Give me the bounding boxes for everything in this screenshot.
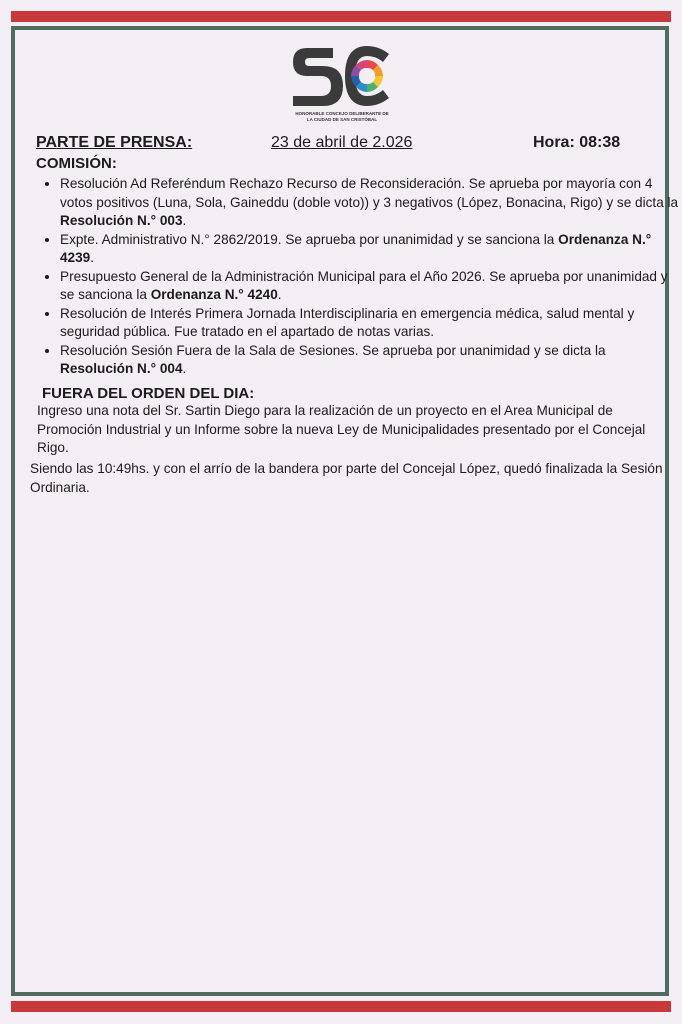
logo-caption-line2: LA CIUDAD DE SAN CRISTÓBAL <box>306 116 378 122</box>
list-item <box>60 342 680 379</box>
item-text: Expte. Administrativo N.° 2862/2019. Se aprueba por unanimidad y se sanciona la <box>60 231 559 247</box>
closing-text: Siendo las 10:49hs. y con el arrío de la bandera por parte del Concejal López, quedó finalizada la Sesión Ordinaria. <box>30 461 663 495</box>
item-text: Resolución Ad Referéndum Rechazo Recurso de Reconsideración. Se aprueba por mayoría con 4 votos positivos (Luna, Sola, Gaineddu (doble voto)) y 3 negativos (López, Bonacina, Rigo) y se dicta la <box>60 176 679 210</box>
section-title: COMISIÓN: <box>36 155 117 172</box>
fuera-body: Ingreso una nota del Sr. Sartin Diego para la realización de un proyecto en el Area Municipal de Promoción Industrial y un Informe sobre la nueva Ley de Municipalidades presentado por el Concejal Rigo. <box>37 403 646 455</box>
resolution-list <box>36 175 680 379</box>
item-tail: . <box>277 287 282 302</box>
bottom-red-bar <box>11 1001 671 1012</box>
item-tail: . <box>90 250 95 265</box>
item-bold: Ordenanza N.° 4240 <box>150 287 278 302</box>
item-tail: . <box>182 213 187 228</box>
item-bold: Resolución N.° 004 <box>60 361 183 376</box>
item-bold: Ordenanza N.° 4239 <box>60 231 652 265</box>
item-tail: . <box>182 361 187 376</box>
fuera-title: FUERA DEL ORDEN DEL DIA: <box>42 385 255 402</box>
logo-caption-line1: HONORABLE CONCEJO DELIBERANTE DE <box>295 111 389 116</box>
item-text: Presupuesto General de la Administración Municipal para el Año 2026. Se aprueba por unanimidad y se sanciona la <box>60 268 668 302</box>
item-text: Resolución de Interés Primera Jornada Interdisciplinaria en emergencia médica, salud mental y seguridad pública. Fue tratado en el apartado de notas varias. <box>60 305 635 339</box>
list-item <box>60 268 680 305</box>
header-row <box>36 134 636 156</box>
top-red-bar <box>11 11 671 22</box>
press-title: PARTE DE PRENSA: <box>36 134 193 151</box>
list-item <box>60 231 680 268</box>
logo-caption <box>271 111 413 122</box>
list-item <box>60 305 680 342</box>
document-frame <box>11 26 679 996</box>
item-text: Resolución Sesión Fuera de la Sala de Sesiones. Se aprueba por unanimidad y se dicta la <box>60 342 606 358</box>
list-item <box>60 175 680 231</box>
press-time: Hora: 08:38 <box>533 134 621 151</box>
press-date: 23 de abril de 2.026 <box>271 134 413 151</box>
item-bold: Resolución N.° 003 <box>60 213 183 228</box>
